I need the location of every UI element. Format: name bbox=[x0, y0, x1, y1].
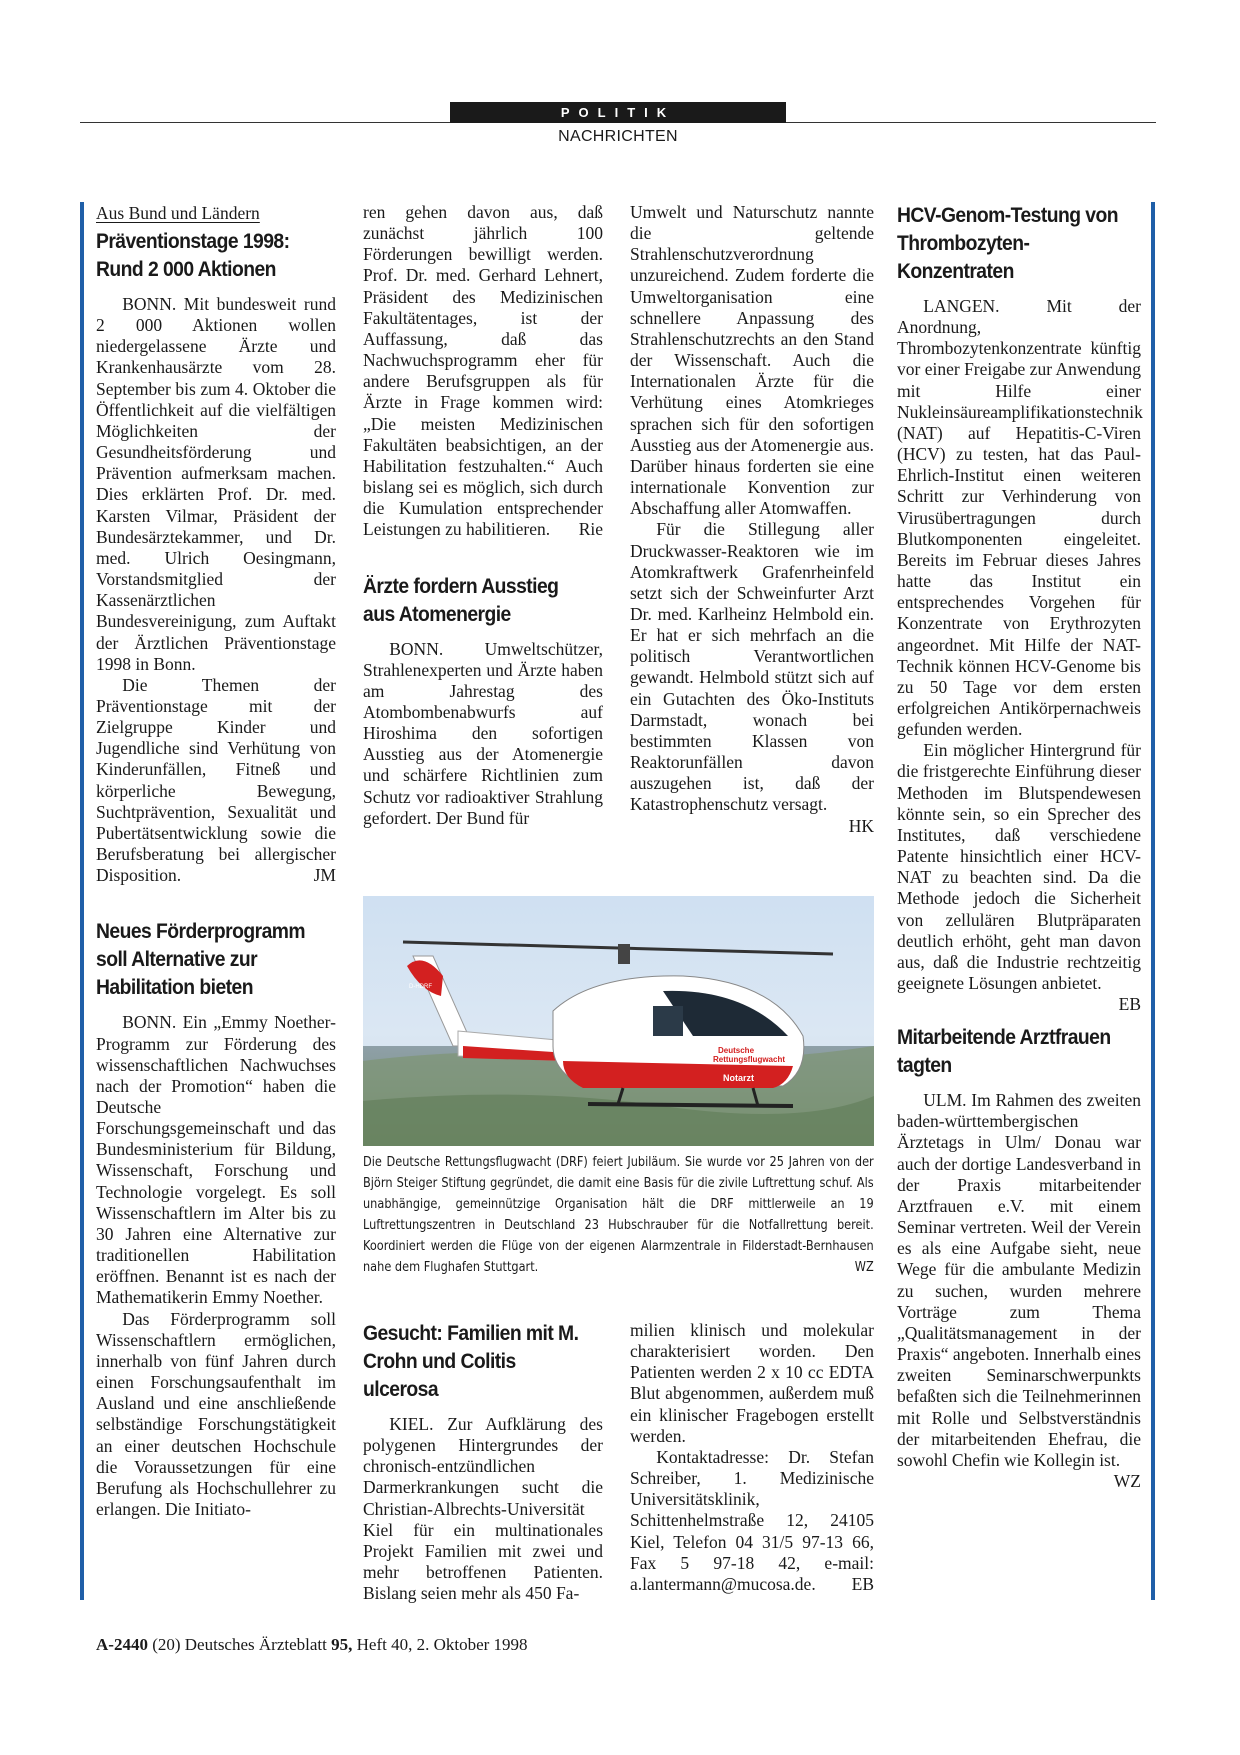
column-2-bottom bbox=[363, 1320, 603, 1604]
article-paragraph: Umwelt und Naturschutz nannte die geltende Strahlenschutzverordnung unzureichend. Zudem forderte die Umweltorganisation eine schnellere Anpassung des Strahlenschutzrechts an den Stand der Wissenschaft. Auch die Internationalen Ärzte für die Verhütung eines Atomkrieges sprachen sich für den sofortigen Ausstieg aus der Atomenergie aus. Darüber hinaus forderten sie eine internationale Konvention zur Abschaffung aller Atomwaffen. bbox=[630, 202, 874, 519]
article-title-praevention: Präventionstage 1998: Rund 2 000 Aktionen bbox=[96, 230, 290, 281]
article-paragraph: Die Themen der Präventionstage mit der Zielgruppe Kinder und Jugendliche sind Verhütung von Kinderunfällen, Fitneß und körperliche Bewegung, Suchtprävention, Sexualität und Pubertätsentwicklung sowie die Berufsberatung bei allergischer Disposition. JM bbox=[96, 674, 336, 886]
article-paragraph: Kontaktadresse: Dr. Stefan Schreiber, 1. Medizinische Universitätsklinik, Schittenhelmstraße 12, 24105 Kiel, Telefon 04 31/5 97-13 66, Fax 5 97-18 42, e-mail: a.lantermann@mucosa.de. EB bbox=[630, 1446, 874, 1594]
right-accent-bar bbox=[1151, 202, 1155, 1600]
article-paragraph: milien klinisch und molekular charakterisiert worden. Den Patienten werden 2 x 10 cc EDTA Blut abgenommen, außerdem muß ein klinischer Fragebogen erstellt werden. bbox=[630, 1320, 874, 1446]
column-1 bbox=[96, 202, 336, 1520]
article-paragraph: ren gehen davon aus, daß zunächst jährlich 100 Förderungen bewilligt werden. Prof. Dr. med. Gerhard Lehnert, Präsident des Medizinischen Fakultätentages, ist der Auffassung, daß das Nachwuchsprogramm eher für andere Berufsgruppen als für Ärzte in Frage kommen wird: „Die meisten Medizinischen Fakultäten beabsichtigen, an der Habilitation festzuhalten.“ Auch bislang sei es möglich, sich durch die Kumulation entsprechender Leistungen zu habilitieren. Rie bbox=[363, 202, 603, 540]
author-signature: WZ bbox=[854, 1259, 874, 1275]
article-title-foerder: Neues Förderprogramm soll Alternative zur Habilitation bieten bbox=[96, 920, 306, 1000]
column-4 bbox=[897, 202, 1141, 1492]
article-title-arztfrauen: Mitarbeitende Arztfrauen tagten bbox=[897, 1026, 1111, 1078]
helicopter-registration: D-HDRF bbox=[409, 984, 432, 990]
article-paragraph: KIEL. Zur Aufklärung des polygenen Hintergrundes der chronisch-entzündlichen Darmerkrankungen sucht die Christian-Albrechts-Universität Kiel für ein multinationales Projekt Familien mit zwei und mehr betroffenen Patienten. Bislang seien mehr als 450 Fa- bbox=[363, 1414, 603, 1604]
kicker: Aus Bund und Ländern bbox=[96, 203, 260, 223]
footer-journal: (20) Deutsches Ärzteblatt bbox=[152, 1635, 327, 1654]
section-label: POLITIK bbox=[450, 102, 786, 123]
article-title-hcv: HCV-Genom-Testung von Thrombozyten-Konzentraten bbox=[897, 204, 1118, 283]
article-title-crohn: Gesucht: Familien mit M. Crohn und Colitis ulcerosa bbox=[363, 1322, 579, 1401]
author-signature: EB bbox=[851, 1573, 874, 1594]
page-footer bbox=[96, 1635, 528, 1655]
article-title-atom: Ärzte fordern Ausstieg aus Atomenergie bbox=[363, 574, 559, 626]
author-signature: HK bbox=[848, 815, 874, 836]
author-signature: WZ bbox=[1113, 1470, 1141, 1491]
left-accent-bar bbox=[80, 202, 84, 1600]
column-2-top bbox=[363, 202, 603, 829]
article-paragraph: ULM. Im Rahmen des zweiten baden-württembergischen Ärztetags in Ulm/ Donau war auch der dortige Landesverband in der Praxis mitarbeitender Arztfrauen e.V. mit einem Seminar vertreten. Weil der Verein es als eine Aufgabe sieht, neue Wege für die ambulante Medizin zu suchen, wurden mehrere Vorträge zum Thema „Qualitätsmanagement in der Praxis“ angeboten. Innerhalb eines zweiten Seminarschwerpunkts befaßten sich die Teilnehmerinnen mit Rolle und Selbstverständnis der mitarbeitenden Ehefrau, die sowohl Chefin wie Kollegin ist. WZ bbox=[897, 1090, 1141, 1491]
footer-volume: 95, bbox=[331, 1635, 353, 1654]
photo-caption: Die Deutsche Rettungsflugwacht (DRF) feiert Jubiläum. Sie wurde vor 25 Jahren von der Björn Steiger Stiftung gegründet, die damit eine Basis für die zivile Luftrettung schuf. Als unabhängige, gemeinnützige Organisation hält die DRF mittlerweile an 19 Luftrettungszentren in Deutschland 23 Hubschrauber für die Notfallrettung bereit. Koordiniert werden die Flüge von der eigenen Alarmzentrale in Filderstadt-Bernhausen nahe dem Flughafen Stuttgart. WZ bbox=[363, 1152, 874, 1278]
article-paragraph: Ein möglicher Hintergrund für die fristgerechte Einführung dieser Methoden im Blutspendewesen könnte sein, so ein Sprecher des Institutes, daß verschiedene Patente hinsichtlich einer HCV-NAT zu beachten sind. Da die Methode jedoch die Sicherheit von zellulären Blutpräparaten deutlich erhöht, geht man davon aus, daß die Industrie rechtzeitig geeignete Lösungen anbietet. EB bbox=[897, 740, 1141, 1015]
column-3-bottom bbox=[630, 1320, 874, 1595]
helicopter-lettering-1: Deutsche bbox=[718, 1046, 755, 1055]
author-signature: Rie bbox=[578, 519, 603, 540]
author-signature: JM bbox=[313, 865, 336, 886]
article-paragraph: Das Förderprogramm soll Wissenschaftlern ermöglichen, innerhalb von fünf Jahren durch einen Forschungsaufenthalt im Ausland und eine anschließende selbständige Forschungstätigkeit an einer deutschen Hochschule die Voraussetzungen für eine Berufung als Hochschullehrer zu erlangen. Die Initiato- bbox=[96, 1308, 336, 1519]
article-paragraph: BONN. Umweltschützer, Strahlenexperten und Ärzte haben am Jahrestag des Atombombenabwurfs auf Hiroshima den sofortigen Ausstieg aus der Atomenergie und schärfere Richtlinien zum Schutz vor radioaktiver Strahlung gefordert. Der Bund für bbox=[363, 638, 603, 828]
article-paragraph: Für die Stillegung aller Druckwasser-Reaktoren wie im Atomkraftwerk Grafenrheinfeld setzt sich der Schweinfurter Arzt Dr. med. Karlheinz Helmbold ein. Er hat er sich mehrfach an die politisch Verantwortlichen gewandt. Helmbold stützt sich auf ein Gutachten des Öko-Instituts Darmstadt, wonach bei bestimmten Klassen von Reaktorunfällen davon auszugehen ist, daß der Katastrophenschutz versagt. HK bbox=[630, 519, 874, 836]
column-3-top bbox=[630, 202, 874, 837]
helicopter-photo bbox=[363, 896, 874, 1146]
article-paragraph: BONN. Mit bundesweit rund 2 000 Aktionen wollen niedergelassene Ärzte und Krankenhausärzte vom 28. September bis zum 4. Oktober die Öffentlichkeit auf die vielfältigen Möglichkeiten der Gesundheitsförderung und Prävention aufmerksam machen. Dies erklärten Prof. Dr. med. Karsten Vilmar, Präsident der Bundesärztekammer, und Dr. med. Ulrich Oesingmann, Vorstandsmitglied der Kassenärztlichen Bundesvereinigung, zum Auftakt der Ärztlichen Präventionstage 1998 in Bonn. bbox=[96, 294, 336, 674]
page-number: A-2440 bbox=[96, 1635, 148, 1654]
subsection-label: NACHRICHTEN bbox=[558, 128, 678, 145]
article-paragraph: LANGEN. Mit der Anordnung, Thrombozytenkonzentrate künftig vor einer Freigabe zur Anwendung mit Hilfe einer Nukleinsäureamplifikationstechnik (NAT) auf Hepatitis-C-Viren (HCV) zu testen, hat das Paul-Ehrlich-Institut einen weiteren Schritt zur Verhinderung von Virusübertragungen durch Blutkomponenten eingeleitet. Bereits im Februar dieses Jahres hatte das Institut ein entsprechendes Vorgehen für Konzentrate von Erythrozyten angeordnet. Mit Hilfe der NAT-Technik können HCV-Genome bis zu 50 Tage vor dem ersten erfolgreichen Antikörpernachweis gefunden werden. bbox=[897, 296, 1143, 740]
footer-issue: Heft 40, 2. Oktober 1998 bbox=[356, 1635, 528, 1654]
helicopter-lettering-3: Notarzt bbox=[723, 1073, 754, 1083]
article-paragraph: BONN. Ein „Emmy Noether-Programm zur Förderung des wissenschaftlichen Nachwuchses nach der Promotion“ haben die Deutsche Forschungsgemeinschaft und das Bundesministerium für Bildung, Wissenschaft, Forschung und Technologie vorgelegt. Es soll Wissenschaftlern im Alter bis zu 30 Jahren eine Alternative zur traditionellen Habilitation eröffnen. Benannt ist es nach der Mathematikerin Emmy Noether. bbox=[96, 1012, 336, 1308]
author-signature: EB bbox=[1118, 994, 1141, 1015]
helicopter-illustration bbox=[363, 896, 874, 1146]
helicopter-lettering-2: Rettungsflugwacht bbox=[713, 1055, 785, 1064]
